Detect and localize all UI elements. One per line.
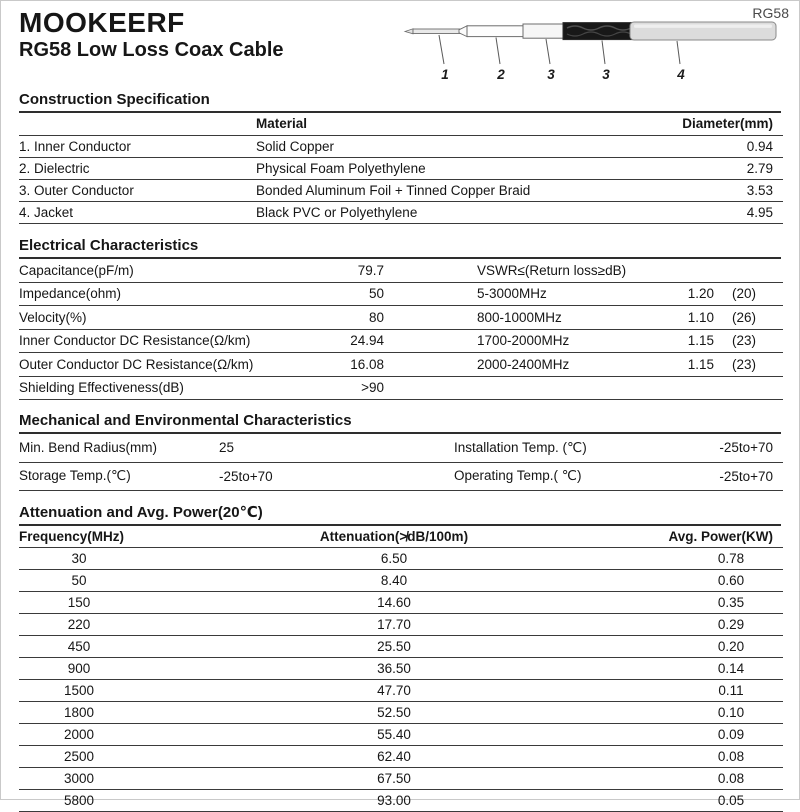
cell-diameter: 4.95 [616,201,783,223]
cell-avg-power: 0.60 [649,570,783,592]
cell-label: Storage Temp.(℃) [19,462,219,490]
attenuation-row [19,548,783,570]
attenuation-row [19,658,783,680]
cell-frequency: 900 [19,658,139,680]
col-material: Material [256,113,616,135]
col-avg-power: Avg. Power(KW) [649,526,783,548]
electrical-row [19,329,783,353]
cell-label: Installation Temp. (℃) [454,434,659,462]
construction-row [19,201,783,223]
col-frequency: Frequency(MHz) [19,526,139,548]
attenuation-row [19,768,783,790]
cell-frequency: 150 [19,592,139,614]
cell-frequency: 220 [19,614,139,636]
cell-avg-power: 0.10 [649,702,783,724]
part-label-3a: 3 [547,67,555,82]
cell-attenuation: 8.40 [139,570,649,592]
part-label-2: 2 [496,67,505,82]
electrical-row [19,353,783,377]
cell-avg-power: 0.11 [649,680,783,702]
construction-row [19,157,783,179]
cell-frequency: 1500 [19,680,139,702]
cell-frequency: 450 [19,636,139,658]
cable-diagram [399,3,795,91]
cell-empty [394,376,783,400]
dielectric-graphic [459,26,526,37]
attenuation-row [19,790,783,812]
electrical-heading: Electrical Characteristics [19,237,781,259]
cell-attenuation: 25.50 [139,636,649,658]
construction-row [19,135,783,157]
cell-frequency: 3000 [19,768,139,790]
cell-return-loss: (23) [714,329,783,353]
part-label-4: 4 [676,67,685,82]
electrical-row [19,376,783,400]
cell-frequency: 2000 [19,724,139,746]
cell-label: Outer Conductor DC Resistance(Ω/km) [19,353,231,377]
cell-attenuation: 36.50 [139,658,649,680]
cell-value: 80 [231,306,394,330]
cell-vswr: 1.20 [659,282,714,306]
part-label-1: 1 [441,67,449,82]
vswr-header: VSWR≤(Return loss≥dB) [394,259,783,283]
cell-frequency: 5800 [19,790,139,812]
cell-avg-power: 0.08 [649,768,783,790]
cell-label: Impedance(ohm) [19,282,231,306]
braid-graphic [563,23,633,40]
attenuation-row [19,724,783,746]
cell-diameter: 0.94 [616,135,783,157]
cell-value: 50 [231,282,394,306]
brand-name: MOOKEERF [19,7,185,39]
cell-label: Min. Bend Radius(mm) [19,434,219,462]
attenuation-table [19,526,783,812]
cell-avg-power: 0.78 [649,548,783,570]
cell-attenuation: 47.70 [139,680,649,702]
cell-avg-power: 0.05 [649,790,783,812]
electrical-row [19,259,783,283]
electrical-table [19,259,783,401]
foil-graphic [523,24,566,38]
col-item [19,113,256,135]
cell-vswr: 1.15 [659,353,714,377]
cell-avg-power: 0.29 [649,614,783,636]
cell-frequency: 1800 [19,702,139,724]
cell-label: Capacitance(pF/m) [19,259,231,283]
cell-return-loss: (26) [714,306,783,330]
electrical-row [19,282,783,306]
attenuation-header-row [19,526,783,548]
construction-row [19,179,783,201]
col-attenuation: Attenuation(≯dB/100m) [139,526,649,548]
cell-freq-range: 800-1000MHz [394,306,659,330]
cell-value: -25to+70 [659,462,783,490]
cell-attenuation: 17.70 [139,614,649,636]
attenuation-row [19,680,783,702]
cell-freq-range: 5-3000MHz [394,282,659,306]
electrical-row [19,306,783,330]
cell-attenuation: 14.60 [139,592,649,614]
part-label-3b: 3 [602,67,610,82]
construction-heading: Construction Specification [19,91,781,113]
cell-frequency: 30 [19,548,139,570]
cell-return-loss: (20) [714,282,783,306]
cell-attenuation: 6.50 [139,548,649,570]
cell-label: Operating Temp.( ℃) [454,462,659,490]
cell-material: Physical Foam Polyethylene [256,157,616,179]
cell-value: 16.08 [231,353,394,377]
cell-diameter: 2.79 [616,157,783,179]
cell-avg-power: 0.09 [649,724,783,746]
attenuation-row [19,592,783,614]
cell-attenuation: 52.50 [139,702,649,724]
attenuation-heading: Attenuation and Avg. Power(20℃) [19,503,781,526]
cell-frequency: 2500 [19,746,139,768]
cell-value: -25to+70 [219,462,454,490]
cell-diameter: 3.53 [616,179,783,201]
cell-label: Inner Conductor DC Resistance(Ω/km) [19,329,231,353]
diagram-model-label: RG58 [752,5,789,21]
cell-material: Solid Copper [256,135,616,157]
construction-header-row [19,113,783,135]
cell-item: 1. Inner Conductor [19,135,256,157]
mechanical-row [19,434,783,462]
cell-vswr: 1.15 [659,329,714,353]
construction-table [19,113,783,224]
cell-item: 3. Outer Conductor [19,179,256,201]
page-header [1,1,799,91]
mechanical-row [19,462,783,490]
cell-avg-power: 0.35 [649,592,783,614]
cell-value: -25to+70 [659,434,783,462]
cell-return-loss: (23) [714,353,783,377]
attenuation-row [19,570,783,592]
col-diameter: Diameter(mm) [616,113,783,135]
cell-label: Shielding Effectiveness(dB) [19,376,231,400]
cell-attenuation: 55.40 [139,724,649,746]
cell-vswr: 1.10 [659,306,714,330]
cell-item: 4. Jacket [19,201,256,223]
attenuation-row [19,746,783,768]
mechanical-heading: Mechanical and Environmental Characteristics [19,412,781,434]
cell-attenuation: 62.40 [139,746,649,768]
cell-frequency: 50 [19,570,139,592]
cell-value: 24.94 [231,329,394,353]
attenuation-row [19,702,783,724]
cell-freq-range: 2000-2400MHz [394,353,659,377]
cell-freq-range: 1700-2000MHz [394,329,659,353]
cell-material: Bonded Aluminum Foil + Tinned Copper Braid [256,179,616,201]
cell-attenuation: 93.00 [139,790,649,812]
cell-avg-power: 0.14 [649,658,783,680]
attenuation-row [19,614,783,636]
cell-attenuation: 67.50 [139,768,649,790]
cell-item: 2. Dielectric [19,157,256,179]
cell-avg-power: 0.20 [649,636,783,658]
cell-avg-power: 0.08 [649,746,783,768]
product-title: RG58 Low Loss Coax Cable [19,39,284,62]
cell-value: 25 [219,434,454,462]
cell-label: Velocity(%) [19,306,231,330]
cell-value: >90 [231,376,394,400]
mechanical-table [19,434,783,491]
jacket-graphic [630,22,776,40]
cell-material: Black PVC or Polyethylene [256,201,616,223]
cell-value: 79.7 [231,259,394,283]
attenuation-row [19,636,783,658]
